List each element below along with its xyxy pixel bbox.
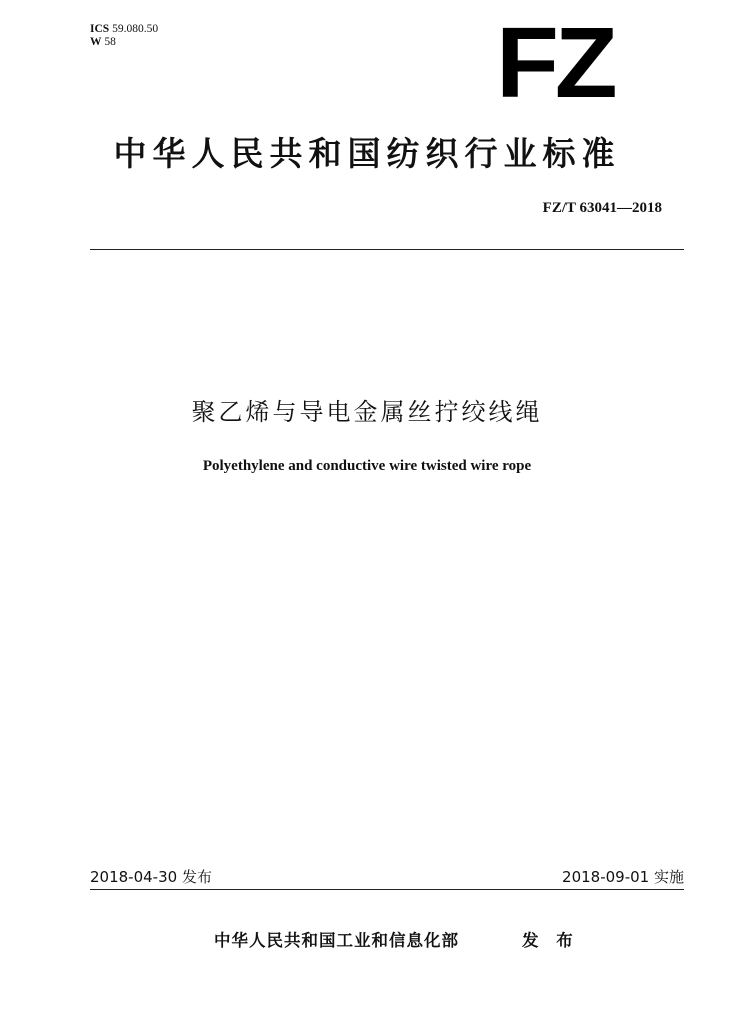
standard-code: FZ/T 63041—2018 bbox=[542, 200, 662, 216]
ics-label: ICS bbox=[90, 23, 110, 35]
ccs-label: W bbox=[90, 36, 102, 48]
publish-label: 发 布 bbox=[522, 931, 579, 950]
fz-logo: FZ bbox=[496, 7, 614, 119]
standard-category-title: 中华人民共和国纺织行业标准 bbox=[113, 134, 621, 173]
document-title-en: Polyethylene and conductive wire twisted wire rope bbox=[202, 458, 532, 474]
classification-codes bbox=[90, 23, 158, 49]
ics-code: 59.080.50 bbox=[112, 23, 159, 35]
publisher-name: 中华人民共和国工业和信息化部 bbox=[214, 931, 459, 950]
ccs-code: 58 bbox=[104, 36, 116, 48]
bottom-divider bbox=[90, 889, 684, 890]
ics-line bbox=[90, 23, 158, 36]
ccs-line bbox=[90, 36, 158, 49]
document-title-cn: 聚乙烯与导电金属丝拧绞线绳 bbox=[191, 398, 543, 426]
implementation-date: 2018-09-01 实施 bbox=[562, 868, 684, 886]
issue-date: 2018-04-30 发布 bbox=[90, 868, 212, 886]
top-divider bbox=[90, 249, 684, 250]
